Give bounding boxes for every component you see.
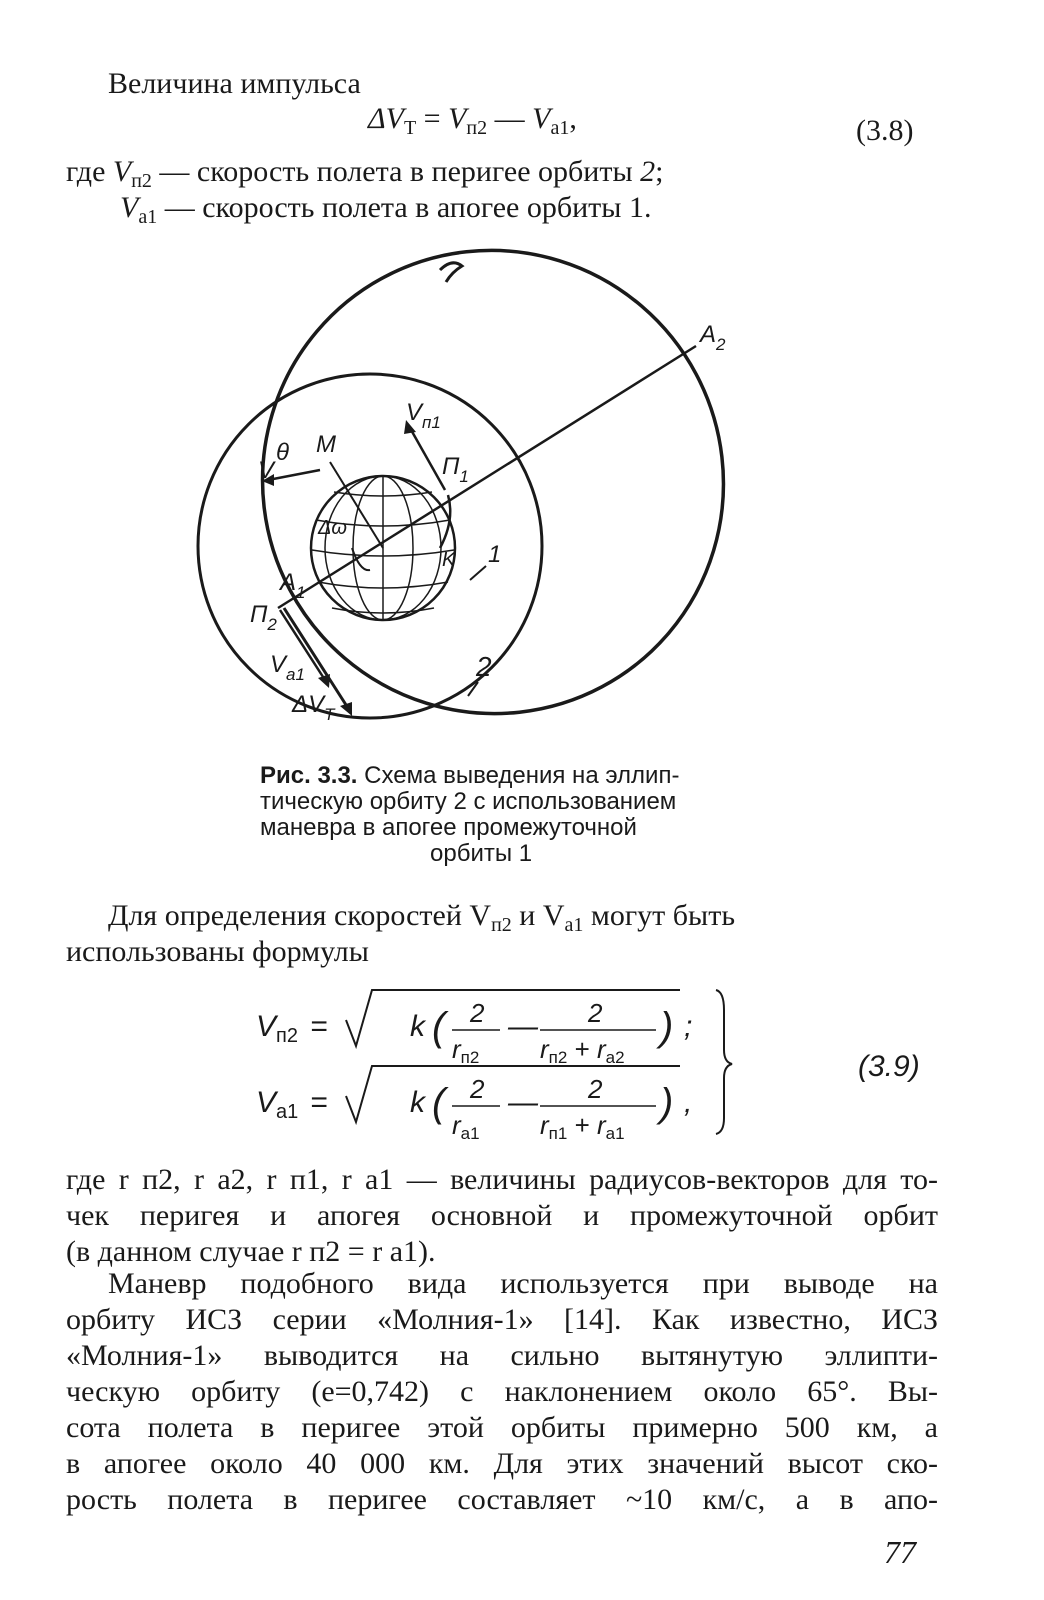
label-theta: θ [276, 439, 290, 466]
figure-caption-line-4: орбиты 1 [430, 840, 533, 867]
label-k: K [442, 549, 456, 571]
where-line-1: где $V_{п2}$ — скорость полета в перигее орбиты 2; [66, 155, 664, 192]
intro-text: Величина импульса [108, 67, 361, 100]
label-p2: $П_2$ [250, 601, 277, 634]
para3-line-5: сота полета в перигее этой орбиты примерно 500 км, а [66, 1411, 938, 1444]
svg-text:=: = [310, 1010, 328, 1043]
svg-text:—: — [508, 1086, 538, 1119]
figure-caption-line-2: тическую орбиту 2 с использованием [260, 788, 677, 815]
svg-text:): ) [660, 1081, 674, 1125]
page-number: 77 [884, 1534, 916, 1570]
para1-line-1: Для определения скоростей $V_{п2}$ и $V_{a1}$ могут быть [108, 899, 736, 936]
label-a1: $A_1$ [280, 569, 306, 602]
figure-caption-line-1: Рис. 3.3. Схема выведения на эллип- [260, 762, 680, 789]
label-v: V [258, 457, 275, 484]
label-va1: $V_{a1}$ [270, 651, 305, 684]
svg-text:rп2 + ra2: rп2 + ra2 [540, 1034, 625, 1067]
svg-text:rп1 + ra1: rп1 + ra1 [540, 1110, 625, 1143]
para3-line-4: ческую орбиту (e=0,742) с наклонением около 65°. Вы- [66, 1375, 938, 1408]
para3-line-6: в апогее около 40 000 км. Для этих значений высот ско- [66, 1447, 938, 1480]
svg-text:(: ( [432, 1005, 446, 1049]
svg-text:2: 2 [588, 1074, 603, 1104]
para3-line-7: рость полета в перигее составляет ~10 км/с, а в апо- [66, 1483, 938, 1516]
svg-text:k: k [410, 1010, 425, 1043]
svg-text:Vп2: $V_{п2}$ [256, 1010, 298, 1047]
para2-line-3: (в данном случае r п2 = r a1). [66, 1235, 436, 1268]
svg-text:;: ; [684, 1010, 693, 1043]
svg-text:): ) [660, 1005, 674, 1049]
equation-3-8: $\Delta V_T = V_{п2}$ — $V_{a1}$, [368, 102, 577, 139]
where-line-2: $V_{a1}$ — скорость полета в апогее орбиты 1. [120, 191, 652, 228]
para3-line-2: орбиту ИСЗ серии «Молния-1» [14]. Как известно, ИСЗ [66, 1303, 938, 1336]
label-dvt: $\Delta V_T$ [292, 691, 335, 724]
para3-line-3: «Молния-1» выводится на сильно вытянутую эллипти- [66, 1339, 938, 1372]
para2-line-1: где r п2, r a2, r п1, r a1 — величины радиусов-векторов для то- [66, 1163, 938, 1196]
svg-text:—: — [508, 1010, 538, 1043]
para1-line-2: использованы формулы [66, 935, 369, 968]
label-delta-omega: Δω [318, 517, 347, 539]
svg-text:(3.9): (3.9) [858, 1050, 920, 1083]
svg-text:rп2: rп2 [452, 1034, 480, 1067]
label-m: M [316, 431, 336, 458]
para2-line-2: чек перигея и апогея основной и промежуточной орбит [66, 1199, 938, 1232]
svg-text:2: 2 [588, 998, 603, 1028]
svg-text:2: 2 [470, 1074, 485, 1104]
svg-text:=: = [310, 1086, 328, 1119]
label-orbit-2: 2 [476, 651, 492, 682]
svg-text:(: ( [432, 1081, 446, 1125]
para3-line-1: Маневр подобного вида используется при выводе на [108, 1267, 938, 1300]
label-a2: $A_2$ [700, 321, 726, 354]
label-vp1: $V_{п1}$ [406, 399, 441, 432]
svg-text:k: k [410, 1086, 425, 1119]
figure-caption-line-3: маневра в апогее промежуточной [260, 814, 637, 841]
svg-text:2: 2 [470, 998, 485, 1028]
svg-text:Va1: $V_{a1}$ [256, 1086, 299, 1123]
label-p1: $П_1$ [442, 453, 469, 486]
equation-number-3-8: (3.8) [856, 114, 914, 147]
svg-text:ra1: ra1 [452, 1110, 480, 1143]
label-orbit-1: 1 [488, 541, 502, 568]
svg-text:,: , [684, 1086, 693, 1119]
